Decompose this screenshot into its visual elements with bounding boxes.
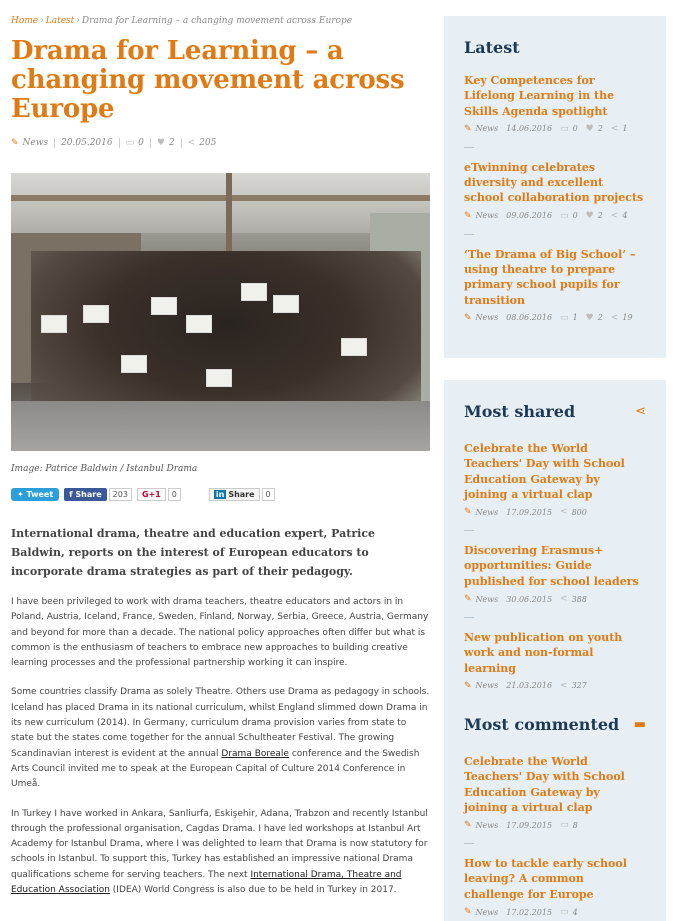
list-item [464,856,646,917]
linkedin-icon: in [215,490,225,499]
breadcrumb-current: Drama for Learning – a changing movement across Europe [81,16,353,26]
linkedin-share-button[interactable]: in Share [209,488,260,501]
breadcrumb [11,16,431,26]
item-meta: ✎ News 17.09.2015 ▭ 8 [464,820,578,831]
pin-icon: ✎ [11,138,19,148]
share-icon[interactable]: < [610,210,619,221]
pin-icon: ✎ [464,680,472,691]
comment-icon: ▭ [125,138,135,148]
comment-icon: ▬ [633,716,646,732]
article-date: 20.05.2016 [61,138,113,148]
divider [464,234,474,235]
pin-icon: ✎ [464,123,472,134]
idea-link[interactable]: International Drama, Theatre and Education Association [11,869,402,896]
comment-icon: ▭ [560,210,569,221]
breadcrumb-home-link[interactable]: Home [11,16,39,26]
most-shared-heading: Most shared [464,402,576,421]
article-paragraph-1: I have been privileged to work with drama teachers, theatre educators and actors in in Poland, Austria, Iceland, France, Sweden, Finland, Norway, Serbia, Greece, Austria, Germany and beyond for more than a decade. The national policy approaches often differ but what is common is the enthusiasm of teachers to embrace new approaches to building creative learning processes and the professional partnership working it can inspire. [11,597,429,669]
share-icon[interactable]: < [610,312,619,323]
pin-icon: ✎ [464,907,472,918]
meta-divider [181,138,182,148]
article-category[interactable]: News [22,138,49,148]
share-bar [11,488,431,501]
article-share-count: 205 [199,138,217,148]
meta-divider [54,138,55,148]
most-commented-item-title[interactable]: Celebrate the World Teachers' Day with School Education Gateway by joining a virtual clap [464,754,625,814]
heart-icon[interactable]: ♥ [156,138,165,148]
pin-icon: ✎ [464,312,472,323]
latest-panel [444,16,666,358]
pin-icon: ✎ [464,210,472,221]
item-meta: ✎ News 09.06.2016 ▭ 0 ♥ 2 < 4 [464,210,628,221]
breadcrumb-separator: › [40,16,44,26]
drama-boreale-link[interactable]: Drama Boreale [221,748,289,759]
list-item [464,630,646,691]
latest-item-title[interactable]: eTwinning celebrates diversity and excellent school collaboration projects [464,160,644,205]
comment-icon: ▭ [560,907,569,918]
popular-panel [444,380,666,921]
heart-icon[interactable]: ♥ [585,210,594,221]
share-icon: < [560,594,568,605]
item-meta: ✎ News 30.06.2015 < 388 [464,594,587,605]
comment-icon: ▭ [560,123,569,134]
gplus-button[interactable]: G+1 [137,488,166,501]
article-meta [11,138,431,148]
divider [464,617,474,618]
linkedin-count: 0 [262,488,275,501]
share-icon: ⋖ [635,404,646,419]
article-column [11,16,431,898]
heart-icon[interactable]: ♥ [585,123,594,134]
article-comment-count: 0 [138,138,144,148]
pin-icon: ✎ [464,820,472,831]
most-shared-item-title[interactable]: Celebrate the World Teachers' Day with School Education Gateway by joining a virtual clap [464,442,625,501]
list-item [464,754,646,830]
article-photo [11,173,430,451]
meta-divider [150,138,151,148]
item-meta: ✎ News 17.02.2015 ▭ 4 [464,907,578,918]
article-like-count: 2 [168,138,175,148]
item-meta: ✎ News 14.06.2016 ▭ 0 ♥ 2 < 1 [464,123,628,134]
facebook-icon: f [69,490,76,499]
breadcrumb-separator: › [76,16,80,26]
divider [464,530,474,531]
photo-caption: Image: Patrice Baldwin / Istanbul Drama [11,464,198,474]
breadcrumb-latest-link[interactable]: Latest [45,16,75,26]
twitter-icon: ✦ [17,490,27,499]
page-title: Drama for Learning – a changing movement across Europe [11,36,405,124]
pin-icon: ✎ [464,507,472,518]
article-lead: International drama, theatre and education expert, Patrice Baldwin, reports on the interest of European educators to incorporate drama strategies as part of their pedagogy. [11,527,376,578]
latest-item-title[interactable]: ‘The Drama of Big School’ – using theatre to prepare primary school pupils for transition [464,247,636,307]
meta-divider [119,138,120,148]
heart-icon[interactable]: ♥ [585,312,594,323]
most-commented-item-title[interactable]: How to tackle early school leaving? A common challenge for Europe [464,857,627,901]
most-commented-header [444,715,666,734]
tweet-button[interactable]: ✦ Tweet [11,488,59,501]
facebook-share-button[interactable]: f Share [64,488,107,501]
item-meta: ✎ News 21.03.2016 < 327 [464,680,587,691]
list-item [464,441,646,517]
list-item [464,73,646,134]
comment-icon: ▭ [560,820,569,831]
most-commented-heading: Most commented [464,714,620,734]
most-shared-item-title[interactable]: Discovering Erasmus+ opportunities: Guide published for school leaders [464,544,639,588]
comment-icon: ▭ [560,312,569,323]
list-item [464,160,646,221]
item-meta: ✎ News 08.06.2016 ▭ 1 ♥ 2 < 19 [464,312,633,323]
article-paragraph-3: In Turkey I have worked in Ankara, Sanliurfa, Eskişehir, Adana, Trabzon and recently Istanbul through the professional organisation, Cagdas Drama. I have led workshops at Istanbul Art Academy for Istanbul Drama, where I was delighted to learn that Drama is now statutory for schools in Istanbul. To support this, Turkey has established an impressive national Drama qualifications scheme for serving teachers. The next International Drama, Theatre and Education Association (IDEA) World Congress is also due to be held in Turkey in 2017. [11,808,428,896]
most-shared-header [444,402,666,421]
divider [464,843,474,844]
pin-icon: ✎ [464,594,472,605]
share-icon[interactable]: < [610,123,619,134]
list-item [464,247,646,323]
most-shared-item-title[interactable]: New publication on youth work and non-formal learning [464,631,623,675]
share-icon: < [560,507,568,518]
share-icon[interactable]: < [187,138,196,148]
divider [464,147,474,148]
article-paragraph-2: Some countries classify Drama as solely Theatre. Others use Drama as pedagogy in schools. Iceland has placed Drama in its national curriculum, whilst England slimmed down Drama in its new curriculum (2014). In Germany, curriculum drama provision varies from state to state but the states come together for the annual Schultheater Festival. The growing Scandinavian interest is evident at the annual Drama Boreale conference and the Swedish Arts Council invited me to speak at the European Capital of Culture 2014 Conference in Umeå. [11,687,430,790]
facebook-share-count: 203 [109,488,132,501]
item-meta: ✎ News 17.09.2015 < 800 [464,507,587,518]
share-icon: < [560,680,568,691]
latest-heading: Latest [464,38,520,57]
gplus-count: 0 [168,488,181,501]
latest-item-title[interactable]: Key Competences for Lifelong Learning in the Skills Agenda spotlight [464,74,615,118]
list-item [464,543,646,604]
